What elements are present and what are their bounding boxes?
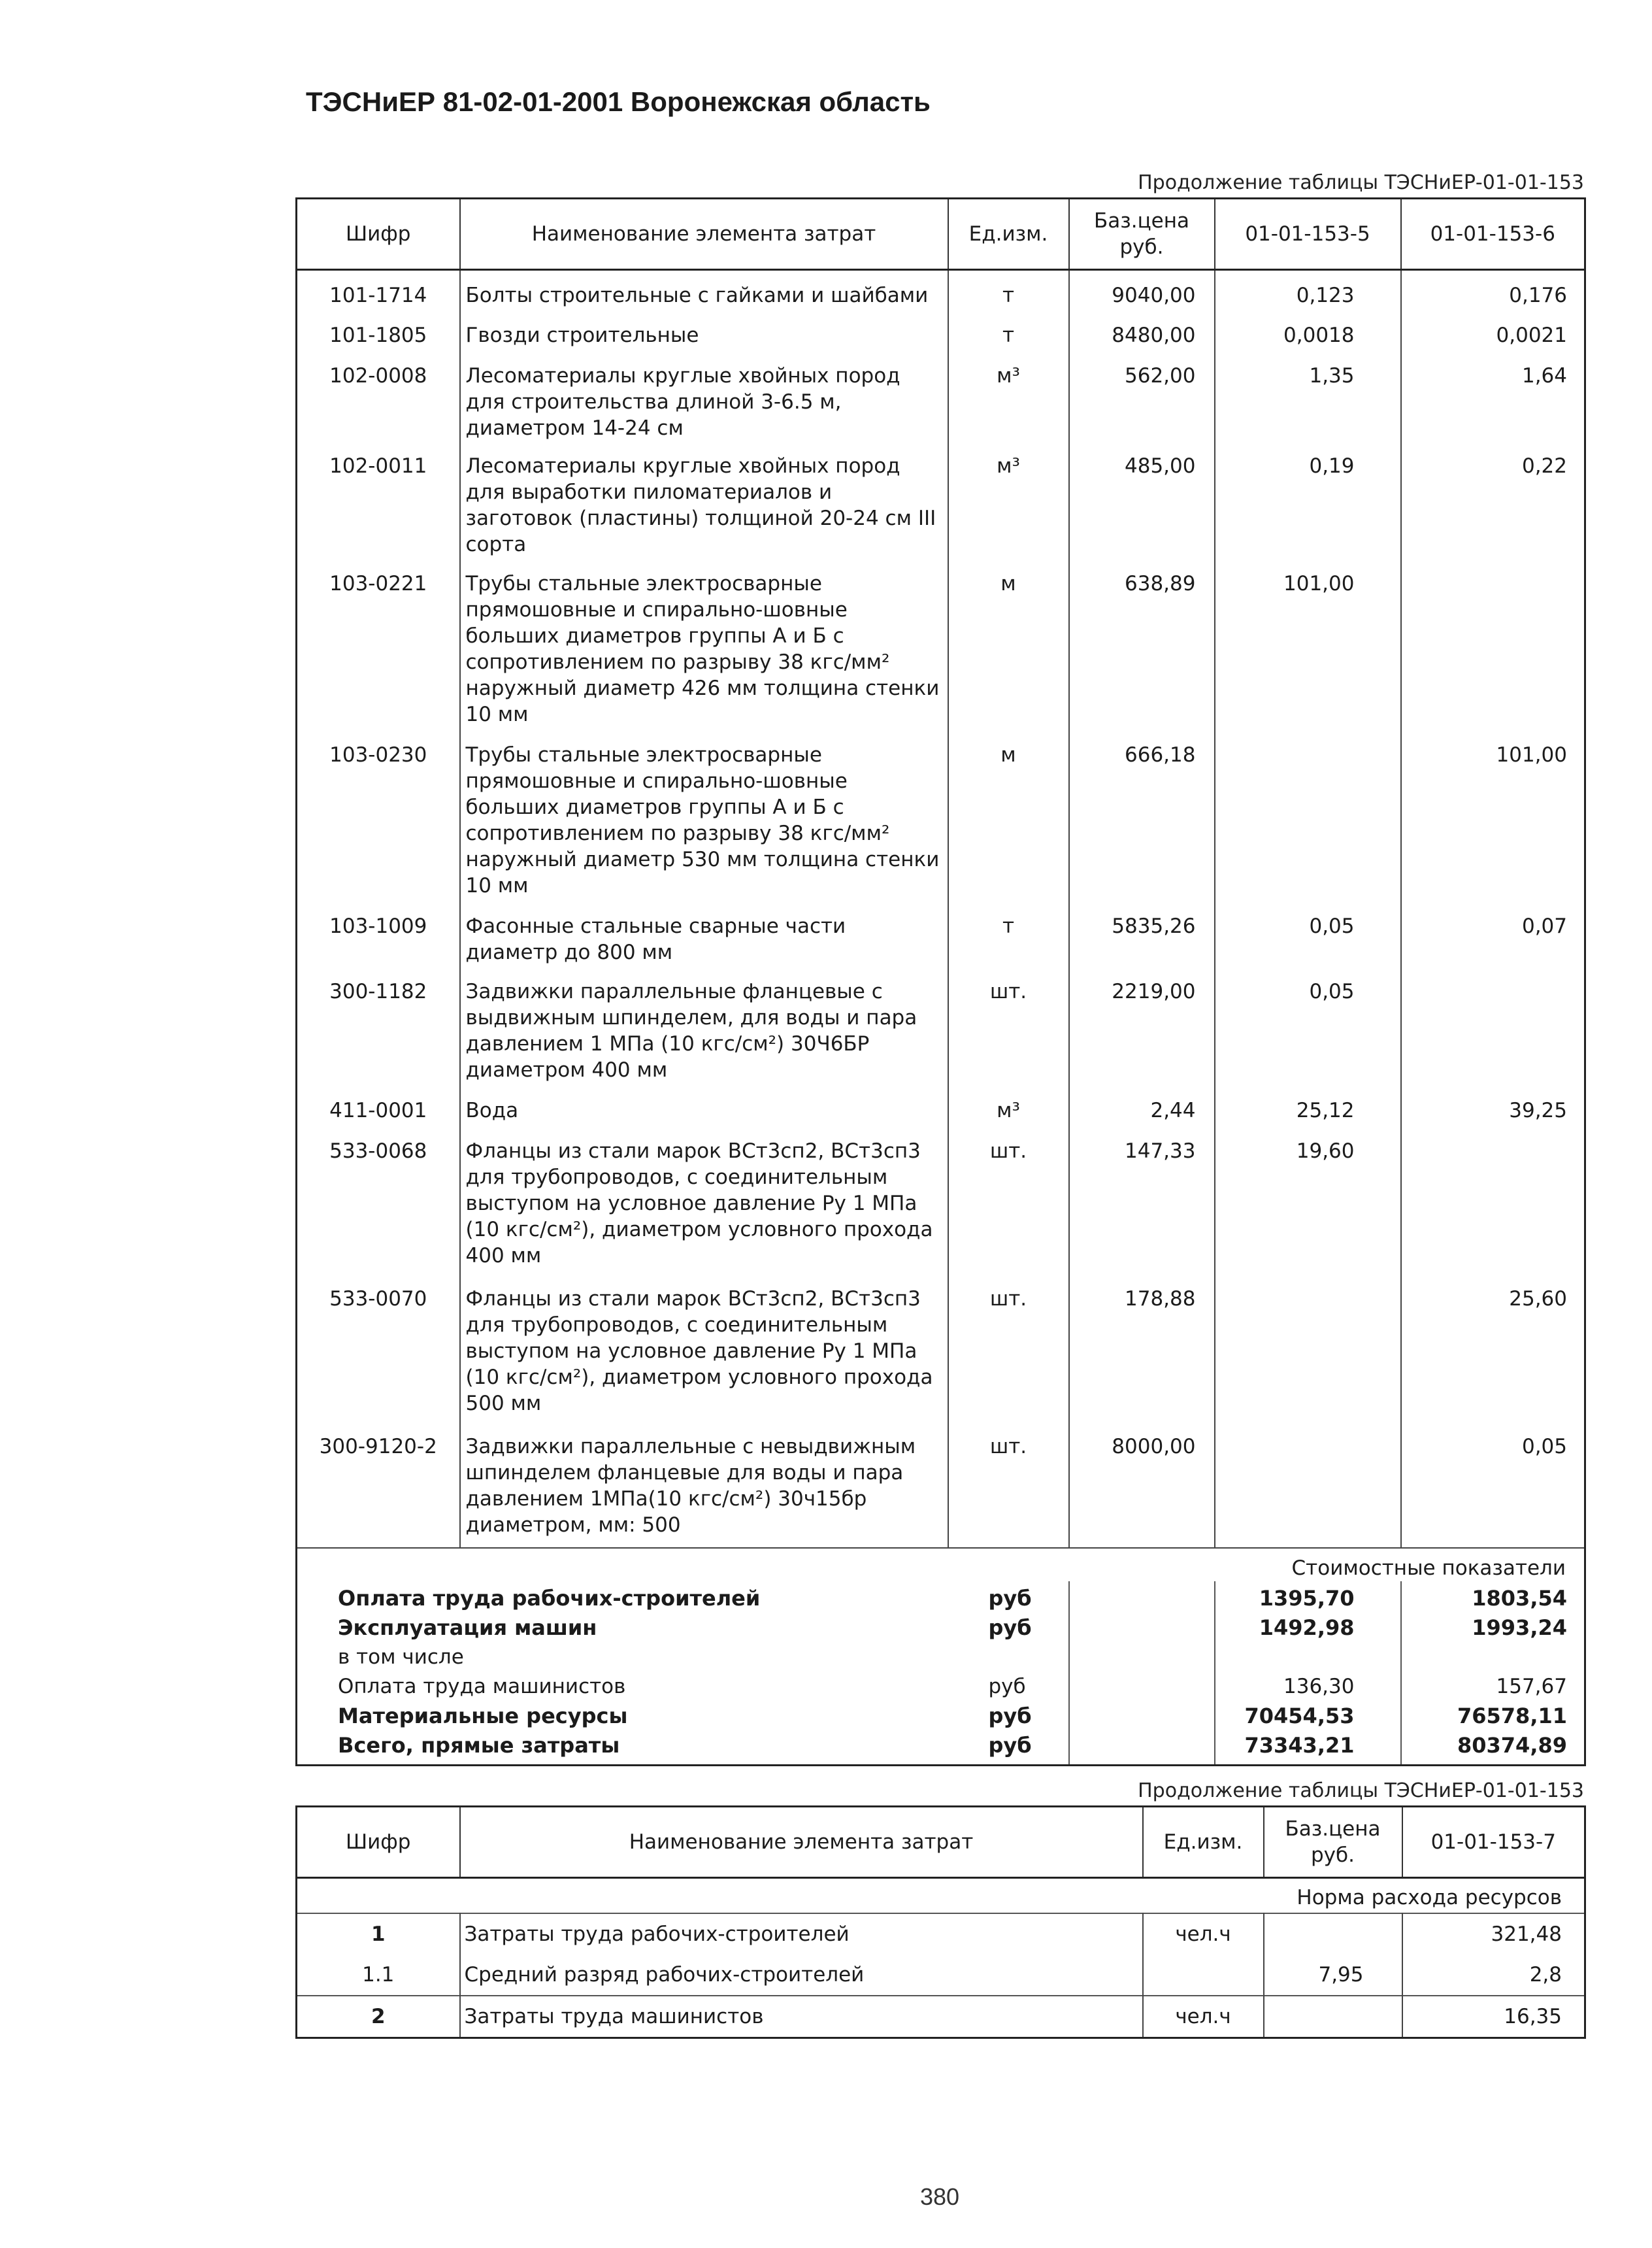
summary-unit: руб bbox=[948, 1581, 1069, 1613]
cost-indicators-title: Стоимостные показатели bbox=[297, 1548, 1585, 1581]
row-value-153-7: 16,35 bbox=[1402, 1996, 1585, 2038]
summary-value-153-5: 136,30 bbox=[1215, 1672, 1401, 1702]
row-name: Трубы стальные электросварные прямошовные и спирально-шовные больших диаметров группы А и Б с сопротивлением по разрыву 38 кгс/мм² наружный диаметр 530 мм толщина стенки 10 мм bbox=[460, 730, 948, 901]
row-value-153-6 bbox=[1401, 559, 1585, 730]
summary-row bbox=[297, 1613, 1585, 1643]
row-name: Затраты труда машинистов bbox=[460, 1996, 1143, 2038]
row-unit: т bbox=[948, 310, 1069, 351]
row-base-price: 2,44 bbox=[1069, 1086, 1215, 1126]
resource-table bbox=[295, 197, 1586, 1766]
row-unit: шт. bbox=[948, 1126, 1069, 1274]
row-unit: т bbox=[948, 270, 1069, 310]
row-name: Вода bbox=[460, 1086, 948, 1126]
table-row bbox=[297, 1274, 1585, 1422]
norm-title: Норма расхода ресурсов bbox=[297, 1878, 1585, 1914]
row-value-153-5: 25,12 bbox=[1215, 1086, 1401, 1126]
row-unit: шт. bbox=[948, 967, 1069, 1086]
row-base-price: 666,18 bbox=[1069, 730, 1215, 901]
table-row bbox=[297, 441, 1585, 559]
summary-base bbox=[1069, 1672, 1215, 1702]
row-value-153-6: 0,07 bbox=[1521, 914, 1567, 938]
summary-unit: руб bbox=[948, 1672, 1069, 1702]
table-row bbox=[297, 270, 1585, 310]
row-name: Болты строительные с гайками и шайбами bbox=[460, 270, 948, 310]
row-value-153-5: 19,60 bbox=[1215, 1126, 1401, 1274]
summary-unit: руб bbox=[948, 1731, 1069, 1766]
table-row bbox=[297, 901, 1585, 967]
row-unit: т bbox=[948, 901, 1069, 967]
summary-base bbox=[1069, 1702, 1215, 1731]
row-code: 1 bbox=[297, 1913, 460, 1954]
summary-base bbox=[1069, 1731, 1215, 1766]
summary-label: Материальные ресурсы bbox=[338, 1703, 628, 1728]
summary-row bbox=[297, 1643, 1585, 1672]
row-code: 102-0008 bbox=[297, 351, 460, 441]
header-name: Наименование элемента затрат bbox=[460, 199, 948, 270]
summary-label: Эксплуатация машин bbox=[338, 1615, 597, 1640]
table2-header-row bbox=[297, 1807, 1585, 1878]
table-row bbox=[297, 1954, 1585, 1996]
row-value-153-5 bbox=[1215, 730, 1401, 901]
row-unit: шт. bbox=[948, 1422, 1069, 1548]
row-unit: шт. bbox=[948, 1274, 1069, 1422]
row-name: Гвозди строительные bbox=[460, 310, 948, 351]
summary-row bbox=[297, 1672, 1585, 1702]
row-value-153-5 bbox=[1215, 1422, 1401, 1548]
row-value-153-6: 0,22 bbox=[1521, 454, 1567, 478]
document-title: ТЭСНиЕР 81-02-01-2001 Воронежская область bbox=[306, 86, 931, 117]
summary-value-153-5: 70454,53 bbox=[1215, 1702, 1401, 1731]
summary-value-153-6: 1803,54 bbox=[1472, 1585, 1567, 1611]
row-value-153-6: 0,0021 bbox=[1496, 323, 1567, 347]
row-value-153-6: 1,64 bbox=[1521, 363, 1567, 388]
row-base-price: 7,95 bbox=[1264, 1954, 1402, 1996]
row-name: Трубы стальные электросварные прямошовные и спирально-шовные больших диаметров группы А и Б с сопротивлением по разрыву 38 кгс/мм² наружный диаметр 426 мм толщина стенки 10 мм bbox=[460, 559, 948, 730]
row-base-price: 8000,00 bbox=[1069, 1422, 1215, 1548]
row-value-153-6: 0,176 bbox=[1509, 284, 1567, 307]
header-unit: Ед.изм. bbox=[948, 199, 1069, 270]
table-row bbox=[297, 1086, 1585, 1126]
row-value-153-5: 101,00 bbox=[1215, 559, 1401, 730]
row-value-153-5: 0,19 bbox=[1215, 441, 1401, 559]
row-code: 300-1182 bbox=[297, 967, 460, 1086]
row-name: Фланцы из стали марок ВСт3сп2, ВСт3сп3 для трубопроводов, с соединительным выступом на условное давление Ру 1 МПа (10 кгс/см²), диаметром условного прохода 400 мм bbox=[460, 1126, 948, 1274]
table-row bbox=[297, 1126, 1585, 1274]
summary-base bbox=[1069, 1643, 1215, 1672]
summary-row bbox=[297, 1581, 1585, 1613]
header-col-153-7: 01-01-153-7 bbox=[1402, 1807, 1585, 1878]
row-code: 101-1805 bbox=[297, 310, 460, 351]
row-unit: м³ bbox=[948, 351, 1069, 441]
summary-value-153-6 bbox=[1401, 1643, 1585, 1672]
row-value-153-5: 0,123 bbox=[1215, 270, 1401, 310]
row-value-153-5: 0,05 bbox=[1215, 901, 1401, 967]
summary-row bbox=[297, 1731, 1585, 1766]
row-name: Затраты труда рабочих-строителей bbox=[460, 1913, 1143, 1954]
row-code: 102-0011 bbox=[297, 441, 460, 559]
row-value-153-7: 321,48 bbox=[1402, 1913, 1585, 1954]
row-code: 533-0068 bbox=[297, 1126, 460, 1274]
row-name: Средний разряд рабочих-строителей bbox=[460, 1954, 1143, 1996]
row-value-153-5: 0,0018 bbox=[1215, 310, 1401, 351]
row-base-price bbox=[1264, 1996, 1402, 2038]
header-base-price: Баз.цена руб. bbox=[1069, 199, 1215, 270]
row-name: Фасонные стальные сварные части диаметр до 800 мм bbox=[460, 901, 948, 967]
row-unit: м bbox=[948, 730, 1069, 901]
table2-caption: Продолжение таблицы ТЭСНиЕР-01-01-153 bbox=[1138, 1779, 1584, 1802]
row-code: 300-9120-2 bbox=[297, 1422, 460, 1548]
row-value-153-5: 0,05 bbox=[1215, 967, 1401, 1086]
row-base-price: 178,88 bbox=[1069, 1274, 1215, 1422]
row-code: 103-0221 bbox=[297, 559, 460, 730]
summary-value-153-5: 73343,21 bbox=[1215, 1731, 1401, 1766]
row-base-price: 562,00 bbox=[1069, 351, 1215, 441]
summary-unit bbox=[948, 1643, 1069, 1672]
summary-row bbox=[297, 1702, 1585, 1731]
header-base-price: Баз.цена руб. bbox=[1264, 1807, 1402, 1878]
row-unit: чел.ч bbox=[1143, 1996, 1264, 2038]
row-base-price bbox=[1264, 1913, 1402, 1954]
row-value-153-5 bbox=[1215, 1274, 1401, 1422]
summary-value-153-5: 1395,70 bbox=[1215, 1581, 1401, 1613]
row-value-153-6 bbox=[1401, 967, 1585, 1086]
table-row bbox=[297, 967, 1585, 1086]
page-number: 380 bbox=[920, 2183, 960, 2210]
table1-header-row bbox=[297, 199, 1585, 270]
summary-label: Оплата труда рабочих-строителей bbox=[338, 1585, 761, 1611]
summary-base bbox=[1069, 1581, 1215, 1613]
row-value-153-6 bbox=[1401, 1126, 1585, 1274]
summary-label: Всего, прямые затраты bbox=[338, 1732, 620, 1758]
table-row bbox=[297, 559, 1585, 730]
row-value-153-7: 2,8 bbox=[1529, 1963, 1562, 1987]
row-name: Задвижки параллельные фланцевые с выдвижным шпинделем, для воды и пара давлением 1 МПа (10 кгс/см²) 30Ч6БР диаметром 400 мм bbox=[460, 967, 948, 1086]
summary-unit: руб bbox=[948, 1702, 1069, 1731]
table-row bbox=[297, 351, 1585, 441]
row-value-153-6: 101,00 bbox=[1496, 743, 1567, 767]
row-code: 101-1714 bbox=[297, 270, 460, 310]
row-name: Фланцы из стали марок ВСт3сп2, ВСт3сп3 для трубопроводов, с соединительным выступом на условное давление Ру 1 МПа (10 кгс/см²), диаметром условного прохода 500 мм bbox=[460, 1274, 948, 1422]
cost-indicators-row bbox=[297, 1548, 1585, 1581]
table-row bbox=[297, 1913, 1585, 1954]
summary-value-153-5: 1492,98 bbox=[1215, 1613, 1401, 1643]
summary-value-153-6: 1993,24 bbox=[1472, 1615, 1567, 1640]
header-code: Шифр bbox=[297, 199, 460, 270]
header-col-153-6: 01-01-153-6 bbox=[1401, 199, 1585, 270]
header-unit: Ед.изм. bbox=[1143, 1807, 1264, 1878]
summary-value-153-5 bbox=[1215, 1643, 1401, 1672]
row-code: 2 bbox=[297, 1996, 460, 2038]
table-row bbox=[297, 1422, 1585, 1548]
row-code: 533-0070 bbox=[297, 1274, 460, 1422]
row-name: Лесоматериалы круглые хвойных пород для строительства длиной 3-6.5 м, диаметром 14-24 см bbox=[460, 351, 948, 441]
norm-title-row bbox=[297, 1878, 1585, 1914]
row-value-153-5: 1,35 bbox=[1215, 351, 1401, 441]
summary-label: Оплата труда машинистов bbox=[338, 1674, 626, 1698]
row-base-price: 638,89 bbox=[1069, 559, 1215, 730]
row-value-153-6: 0,05 bbox=[1521, 1434, 1567, 1458]
header-name: Наименование элемента затрат bbox=[460, 1807, 1143, 1878]
row-unit: м bbox=[948, 559, 1069, 730]
row-code: 103-1009 bbox=[297, 901, 460, 967]
row-base-price: 485,00 bbox=[1069, 441, 1215, 559]
row-unit: м³ bbox=[948, 441, 1069, 559]
row-code: 411-0001 bbox=[297, 1086, 460, 1126]
row-base-price: 8480,00 bbox=[1069, 310, 1215, 351]
row-name: Лесоматериалы круглые хвойных пород для выработки пиломатериалов и заготовок (пластины) толщиной 20-24 см III сорта bbox=[460, 441, 948, 559]
row-code: 103-0230 bbox=[297, 730, 460, 901]
summary-value-153-6: 80374,89 bbox=[1457, 1732, 1567, 1758]
row-unit: чел.ч bbox=[1143, 1913, 1264, 1954]
row-base-price: 147,33 bbox=[1069, 1126, 1215, 1274]
summary-base bbox=[1069, 1613, 1215, 1643]
header-code: Шифр bbox=[297, 1807, 460, 1878]
labor-norms-table bbox=[295, 1805, 1586, 2039]
row-unit bbox=[1143, 1954, 1264, 1996]
table1-caption: Продолжение таблицы ТЭСНиЕР-01-01-153 bbox=[1138, 171, 1584, 194]
summary-value-153-6: 157,67 bbox=[1496, 1674, 1567, 1698]
row-code: 1.1 bbox=[297, 1954, 460, 1996]
row-base-price: 9040,00 bbox=[1069, 270, 1215, 310]
row-value-153-6: 25,60 bbox=[1509, 1286, 1567, 1311]
summary-unit: руб bbox=[948, 1613, 1069, 1643]
row-base-price: 5835,26 bbox=[1069, 901, 1215, 967]
table-row bbox=[297, 310, 1585, 351]
table-row bbox=[297, 730, 1585, 901]
summary-value-153-6: 76578,11 bbox=[1457, 1703, 1567, 1728]
summary-label: в том числе bbox=[338, 1645, 464, 1669]
row-value-153-6: 39,25 bbox=[1509, 1098, 1567, 1122]
row-base-price: 2219,00 bbox=[1069, 967, 1215, 1086]
row-name: Задвижки параллельные с невыдвижным шпинделем фланцевые для воды и пара давлением 1МПа(10 кгс/см²) 30ч15бр диаметром, мм: 500 bbox=[460, 1422, 948, 1548]
header-col-153-5: 01-01-153-5 bbox=[1215, 199, 1401, 270]
row-unit: м³ bbox=[948, 1086, 1069, 1126]
table-row bbox=[297, 1996, 1585, 2038]
